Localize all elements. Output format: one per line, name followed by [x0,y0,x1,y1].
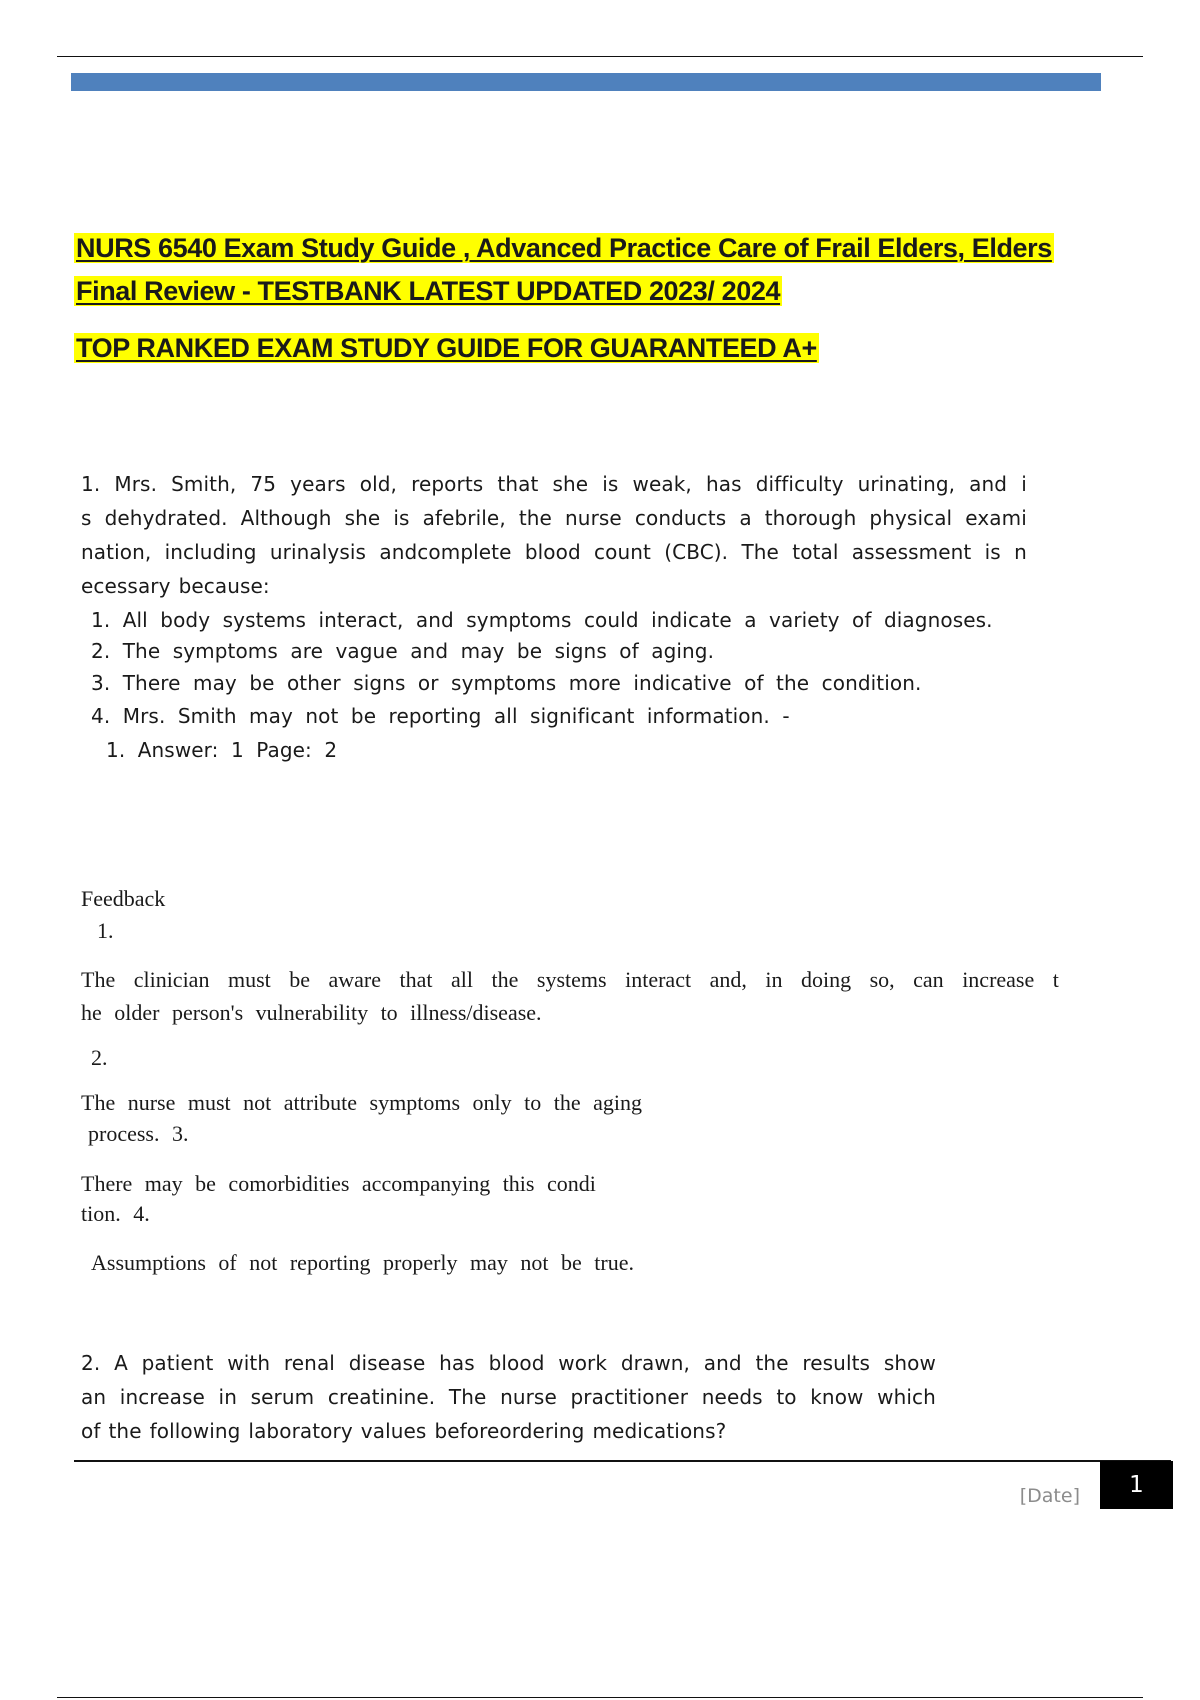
title-line-2-text: Final Review - TESTBANK LATEST UPDATED 2023/ 2024 [76,276,781,306]
feedback-heading: Feedback [81,886,166,911]
feedback-2-line-2: process. 3. [88,1121,189,1146]
document-subtitle [74,330,819,366]
q1-option-1: 1. All body systems interact, and symptoms could indicate a variety of diagnoses. [91,608,993,632]
footer-rule [74,1460,1171,1462]
title-line-1-text: NURS 6540 Exam Study Guide , Advanced Practice Care of Frail Elders, Elders [76,233,1052,263]
top-rule [57,56,1143,57]
feedback-number-2: 2. [91,1045,108,1070]
q1-option-2: 2. The symptoms are vague and may be signs of aging. [91,639,715,663]
q1-option-4: 4. Mrs. Smith may not be reporting all significant information. - [91,704,790,728]
subtitle-text: TOP RANKED EXAM STUDY GUIDE FOR GUARANTEED A+ [76,333,817,363]
feedback-1-line-2: he older person's vulnerability to illness/disease. [81,1000,542,1025]
q2-line-2: an increase in serum creatinine. The nurse practitioner needs to know which [81,1385,936,1409]
feedback-3-line-2: tion. 4. [81,1201,150,1226]
page-bottom-rule [57,1697,1143,1698]
feedback-2-line-1: The nurse must not attribute symptoms only to the aging [81,1090,642,1115]
q1-line-4: ecessary because: [81,574,270,598]
q2-line-1: 2. A patient with renal disease has blood work drawn, and the results show [81,1351,936,1375]
q1-option-3: 3. There may be other signs or symptoms more indicative of the condition. [91,671,922,695]
page-number: 1 [1100,1461,1173,1509]
q1-line-1: 1. Mrs. Smith, 75 years old, reports that she is weak, has difficulty urinating, and i [81,472,1027,496]
document-title-line-2 [74,273,782,309]
feedback-4-line-1: Assumptions of not reporting properly may not be true. [91,1250,634,1275]
document-title-line-1 [74,230,1054,266]
feedback-1-line-1: The clinician must be aware that all the systems interact and, in doing so, can increase t [81,967,1059,992]
footer-date: [Date] [1019,1485,1080,1507]
q2-line-3: of the following laboratory values beforeordering medications? [81,1419,727,1443]
q1-line-3: nation, including urinalysis andcomplete blood count (CBC). The total assessment is n [81,540,1027,564]
feedback-number-1: 1. [97,918,114,943]
q1-answer: 1. Answer: 1 Page: 2 [106,738,338,762]
feedback-3-line-1: There may be comorbidities accompanying this condi [81,1171,596,1196]
header-band [71,73,1101,91]
q1-line-2: s dehydrated. Although she is afebrile, the nurse conducts a thorough physical exami [81,506,1027,530]
